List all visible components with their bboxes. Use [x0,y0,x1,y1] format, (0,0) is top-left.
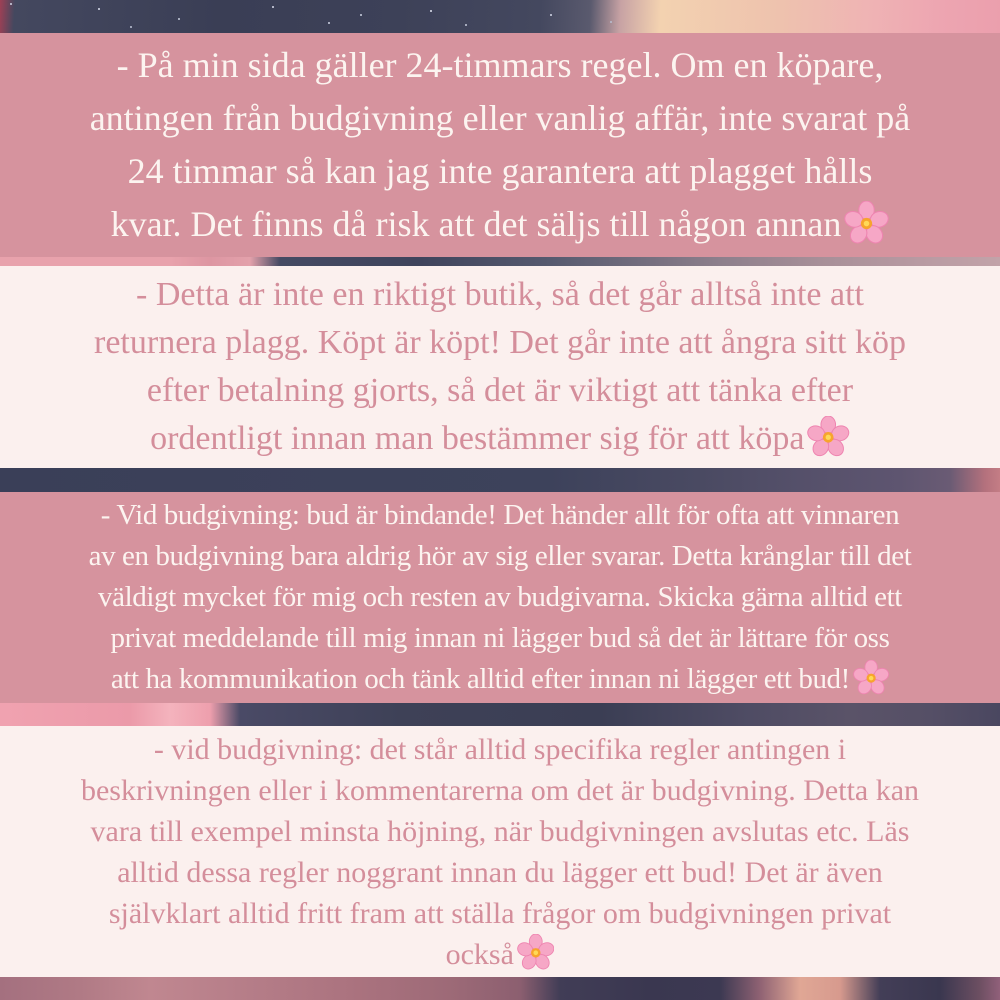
rules-section-bidding-specific-rules [0,726,1000,977]
text-line: privat meddelande till mig innan ni lägger bud så det är lättare för oss [110,622,890,654]
cherry-blossom-emoji [807,416,850,459]
background-art-sliver-2 [0,468,1000,492]
text-line: vara till exempel minsta höjning, när budgivningen avslutas etc. Läs [90,814,910,848]
text-line: beskrivningen eller i kommentarerna om det är budgivning. Detta kan [80,773,920,807]
text-line: kvar. Det finns då risk att det säljs till någon annan [111,198,890,251]
text-line: att ha kommunikation och tänk alltid efter innan ni lägger ett bud! [111,659,889,700]
text-line: - Vid budgivning: bud är bindande! Det händer allt för ofta att vinnaren [100,499,900,531]
text-line: alltid dessa regler noggrant innan du lägger ett bud! Det är även [117,855,883,889]
text-line: självklart alltid fritt fram att ställa frågor om budgivningen privat [108,896,892,930]
text-line: returnera plagg. Köpt är köpt! Det går inte att ångra sitt köp [94,324,906,361]
text-line: 24 timmar så kan jag inte garantera att plagget hålls [127,151,873,191]
stars-decoration [10,3,12,5]
text-line: väldigt mycket för mig och resten av budgivarna. Skicka gärna alltid ett [98,581,902,613]
background-art-night-sky [0,0,1000,33]
rules-section-no-returns [0,266,1000,468]
text-line: efter betalning gjorts, så det är viktigt att tänka efter [146,372,854,409]
text-line: ordentligt innan man bestämmer sig för att köpa [150,415,850,463]
text-line: - Detta är inte en riktigt butik, så det går alltså inte att [136,276,864,313]
background-art-bottom [0,977,1000,1000]
background-art-sliver-3 [0,703,1000,726]
text-line: antingen från budgivning eller vanlig affär, inte svarat på [89,98,911,138]
cherry-blossom-emoji [844,201,889,246]
text-line: - vid budgivning: det står alltid specifika regler antingen i [153,732,847,766]
text-line: av en budgivning bara aldrig hör av sig eller svarar. Detta krånglar till det [88,540,912,572]
rules-section-24h-rule [0,33,1000,257]
text-line: också [446,934,555,975]
text-line: - På min sida gäller 24-timmars regel. Om en köpare, [116,45,884,85]
cherry-blossom-emoji [853,660,889,696]
background-art-sliver-1 [0,257,1000,266]
cherry-blossom-emoji [517,934,555,972]
rules-section-bids-are-binding [0,492,1000,703]
